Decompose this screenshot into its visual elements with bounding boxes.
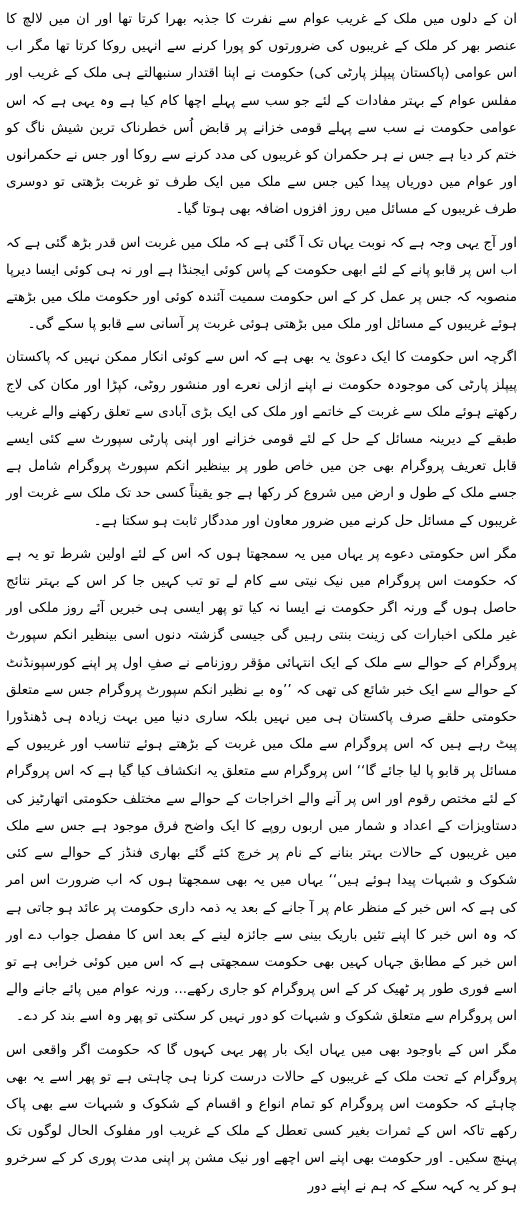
article-paragraph-2: اور آج یہی وجہ ہے کہ نوبت یہاں تک آ گئی ہے کہ ملک میں غربت اس قدر بڑھ گئی ہے کہ اب اس پر قابو پانے کے لئے ابھی حکومت کے پاس کوئی ایجنڈا ہے اور نہ ہی کوئی ایسا دیرپا منصوبہ کہ جس پر عمل کر کے اس حکومت سمیت آئندہ کوئی اور حکومت ملک میں بڑھتے ہوئے غریبوں کے مسائل اور ملک میں بڑھتی ہوئی غربت پر آسانی سے قابو پا سکے گی۔ — [6, 234, 517, 333]
article-paragraph-3: اگرچہ اس حکومت کا ایک دعویٰ یہ بھی ہے کہ اس سے کوئی انکار ممکن نہیں کہ پاکستان پیپلز پارٹی کی موجودہ حکومت نے اپنے ازلی نعرے اور منشور روٹی، کپڑا اور مکان کی لاج رکھتے ہوئے ملک سے غربت کے خاتمے اور ملک کی ایک بڑی آبادی سے تعلق رکھنے والے غریب طبقے کے دیرینہ مسائل کے حل کے لئے قومی خزانے اور اپنی پارٹی سپورٹ سے کئی ایسے قابل تعریف پروگرام بھی جن میں خاص طور پر بینظیر انکم سپورٹ پروگرام شامل ہے جسے ملک کے طول و ارض میں شروع کر رکھا ہے جو یقیناً کسی حد تک ملک سے غربت اور غریبوں کے مسائل حل کرنے میں ضرور معاون اور مددگار ثابت ہو سکتا ہے۔ — [6, 349, 517, 529]
article-paragraph-5: مگر اس کے باوجود بھی میں یہاں ایک بار پھر یہی کہوں گا کہ حکومت اگر واقعی اس پروگرام کے تحت ملک کے غریبوں کے حالات درست کرنا ہی چاہتی ہے تو پھر اسے یہ بھی چاہئے کہ حکومت اس پروگرام کو تمام انواع و اقسام کے شکوک و شبہات سے بھی پاک رکھے تاکہ اس کے ثمرات بغیر کسی تعطل کے ملک کے غریب اور مفلوک الحال لوگوں تک پہنچ سکیں۔ اور حکومت بھی اپنے اس اچھے اور نیک مشن پر اپنی مدت پوری کر کے سرخرو ہو کر یہ کہہ سکے کہ ہم نے اپنے دور — [6, 1041, 517, 1194]
article-paragraph-1: ان کے دلوں میں ملک کے غریب عوام سے نفرت کا جذبہ بھرا کرتا تھا اور ان میں لالچ کا عنصر بھر کر ملک کے غریبوں کی ضرورتوں کو پورا کرنے سے انہیں روکا کرتا تھا مگر اب اس عوامی (پاکستان پیپلز پارٹی کی) حکومت نے اپنا اقتدار سنبھالتے ہی ملک کے غریب اور مفلس عوام کے بہتر مفادات کے لئے جو سب سے پہلے اچھا کام کیا ہے وہ یہی ہے کہ اس عوامی حکومت نے سب سے پہلے قومی خزانے پر قابض اُس خطرناک ترین شیش ناگ کو ختم کر دیا ہے جس نے ہر حکمران کو غریبوں کی مدد کرنے سے روکا اور جس نے حکمرانوں اور عوام میں دوریاں پیدا کیں جس سے ملک میں ایک طرف تو غربت بڑھتی تو دوسری طرف غریبوں کے مسائل میں روز افزوں اضافہ بھی ہوتا گیا۔ — [6, 11, 517, 218]
article-paragraph-4: مگر اس حکومتی دعوے پر یہاں میں یہ سمجھتا ہوں کہ اس کے لئے اولین شرط تو یہ ہے کہ حکومت اس پروگرام میں نیک نیتی سے کام لے تو تب کہیں جا کر اس کے بہتر نتائج حاصل ہوں گے ورنہ اگر حکومت نے ایسا نہ کیا تو پھر ایسی ہی خبریں آئے روز ملکی اور غیر ملکی اخبارات کی زینت بنتی رہیں گی جیسی گزشتہ دنوں اسی بینظیر انکم سپورٹ پروگرام کے حوالے سے ملک کے ایک انتہائی مؤقر روزنامے نے صفِ اول پر اپنے کورسپونڈنٹ کے حوالے سے ایک خبر شائع کی تھی کہ ’’وہ بے نظیر انکم سپورٹ پروگرام جس سے متعلق حکومتی حلقے صرف پاکستان ہی میں نہیں بلکہ ساری دنیا میں بہت زیادہ ہی ڈھنڈورا پیٹ رہے ہیں کہ اس پروگرام سے ملک میں غربت کے بڑھتے ہوئے تناسب اور غریبوں کے مسائل پر قابو پا لیا جائے گا‘‘ اس پروگرام سے متعلق یہ انکشاف کیا گیا ہے کہ اس پروگرام کے لئے مختص رقوم اور اس پر آنے والے اخراجات کے حوالے سے مختلف حکومتی اتھارٹیز کی دستاویزات کے اعداد و شمار میں اربوں روپے کا ایک واضح فرق موجود ہے جس سے ملک میں غریبوں کے حالات بہتر بنانے کے نام پر خرچ کئے گئے بھاری فنڈز کے حوالے سے کئی شکوک و شبہات پیدا ہوئے ہیں‘‘ یہاں میں یہ بھی سمجھتا ہوں کہ اب ضرورت اس امر کی ہے کہ اس خبر کے منظر عام پر آ جانے کے بعد یہ ذمہ داری حکومت پر عائد ہو جاتی ہے کہ وہ اس خبر کا اپنے تئیں باریک بینی سے جائزہ لینے کے بعد اس کا مفصل جواب دے اور اس خبر کے مطابق جہاں کہیں بھی حکومت سمجھتی ہے کہ اس میں کوئی خرابی ہے تو اسے فوری طور پر ٹھیک کر کے اس پروگرام کو جاری رکھے... ورنہ عوام میں پائے جانے والے اس پروگرام سے متعلق شکوک و شبہات کو دور نہیں کر سکتی تو پھر وہ اسے بند کر دے۔ — [6, 545, 517, 1025]
